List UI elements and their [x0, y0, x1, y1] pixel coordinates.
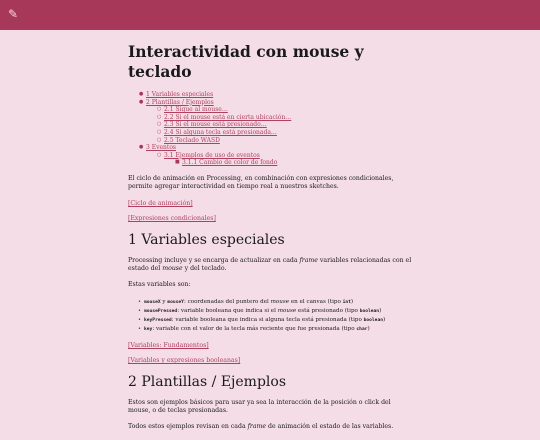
table-of-contents — [128, 91, 414, 167]
bullet-icon: ■ — [175, 159, 180, 166]
bullet-icon: ● — [139, 98, 144, 105]
toc-link[interactable]: 2 Plantillas / Ejemplos — [146, 98, 214, 106]
toc-item — [128, 159, 414, 167]
toc-item — [128, 129, 414, 137]
bullet-icon: ○ — [157, 121, 162, 128]
variable-em: mouse — [277, 307, 297, 314]
article — [128, 42, 414, 440]
variable-end: ) — [382, 316, 386, 323]
variable-type: char — [356, 326, 368, 332]
toc-item — [128, 91, 414, 99]
bullet-icon: ○ — [157, 113, 162, 120]
variables-list-intro: Estas variables son: — [128, 281, 191, 289]
variable-em: mouse — [270, 298, 290, 305]
variable-code2: mouseY — [167, 299, 184, 305]
bullet-icon: ○ — [157, 106, 162, 113]
variable-sep: y — [160, 298, 168, 305]
section-heading-plantillas: 2 Plantillas / Ejemplos — [128, 373, 286, 390]
intro-paragraph: El ciclo de animación en Processing, en combinación con expresiones condicionales, permite agregar interactividad en tiempo real a nuestros sketches. — [128, 174, 394, 191]
toc-item — [128, 121, 414, 129]
toc-link[interactable]: 2.5 Teclado WASD — [164, 136, 220, 144]
variable-code: key — [144, 326, 153, 332]
variable-item — [144, 298, 414, 307]
variable-item — [144, 325, 414, 334]
variable-code: mouseX — [144, 299, 161, 305]
toc-item — [128, 137, 414, 145]
variable-text: : variable booleana que indica si el — [177, 307, 278, 314]
variable-text2: en el canvas (tipo — [289, 298, 343, 305]
variable-text: : variable con el valor de la tecla más reciente que fue presionada (tipo — [152, 325, 357, 332]
toc-link[interactable]: 2.4 Si alguna tecla está presionada… — [164, 128, 277, 136]
bullet-icon: ● — [139, 144, 144, 151]
bullet-icon: ○ — [157, 136, 162, 143]
link-ciclo-animacion[interactable]: [Ciclo de animación] — [128, 199, 193, 207]
bullet-icon: ○ — [157, 151, 162, 158]
variable-end: ) — [367, 325, 370, 332]
variable-type: boolean — [363, 317, 383, 323]
plantillas-paragraph-2: Todos estos ejemplos revisan en cada frame de animación el estado de las variables. — [128, 423, 394, 431]
toc-item — [128, 106, 414, 114]
toc-link[interactable]: 2.1 Sigue al mouse… — [164, 106, 228, 114]
section-heading-variables: 1 Variables especiales — [128, 231, 285, 248]
variables-paragraph: Processing incluye y se encarga de actualizar en cada frame variables relacionadas con el estado del mouse y del teclado. — [128, 256, 412, 272]
toc-link[interactable]: 3.1 Ejemplos de uso de eventos — [164, 151, 260, 159]
toc-link[interactable]: 2.3 Si el mouse está presionado… — [164, 121, 267, 129]
toc-item — [128, 144, 414, 152]
variable-item — [144, 307, 414, 316]
toc-item — [128, 99, 414, 107]
plantillas-paragraph: Estos son ejemplos básicos para usar ya sea la interacción de la posición o click del mouse, o de teclas presionadas. — [128, 398, 391, 414]
variable-text: : coordenadas del puntero del — [183, 298, 271, 305]
toc-link[interactable]: 1 Variables especiales — [146, 91, 214, 98]
variable-text2: está presionado (tipo — [296, 307, 360, 314]
link-expresiones-condicionales[interactable]: [Expresiones condicionales] — [128, 215, 216, 223]
top-bar — [0, 0, 540, 30]
variable-code: mousePressed — [144, 308, 178, 314]
logo-icon[interactable]: ✎ — [7, 7, 19, 21]
variable-end: ) — [379, 307, 382, 314]
toc-link[interactable]: 3 Eventos — [146, 144, 177, 152]
variable-item — [144, 316, 414, 325]
page-title: Interactividad con mouse y teclado — [128, 42, 364, 81]
toc-item — [128, 114, 414, 122]
variable-text: : variable booleana que indica si alguna tecla está presionada (tipo — [171, 316, 364, 323]
toc-link[interactable]: 3.1.1 Cambio de color de fondo — [182, 159, 278, 167]
variables-list — [128, 298, 414, 334]
toc-item — [128, 152, 414, 160]
bullet-icon: ○ — [157, 128, 162, 135]
link-variables-fundamentos[interactable]: [Variables: Fundamentos] — [128, 341, 209, 349]
toc-link[interactable]: 2.2 Si el mouse está en cierta ubicación… — [164, 113, 292, 121]
variable-type: boolean — [359, 308, 380, 314]
variable-code: keyPressed — [144, 317, 172, 323]
variable-type: int — [342, 299, 351, 305]
bullet-icon: ● — [139, 91, 144, 97]
variable-end: ) — [350, 298, 354, 305]
link-variables-booleanas[interactable]: [Variables y expresiones booleanas] — [128, 357, 241, 365]
